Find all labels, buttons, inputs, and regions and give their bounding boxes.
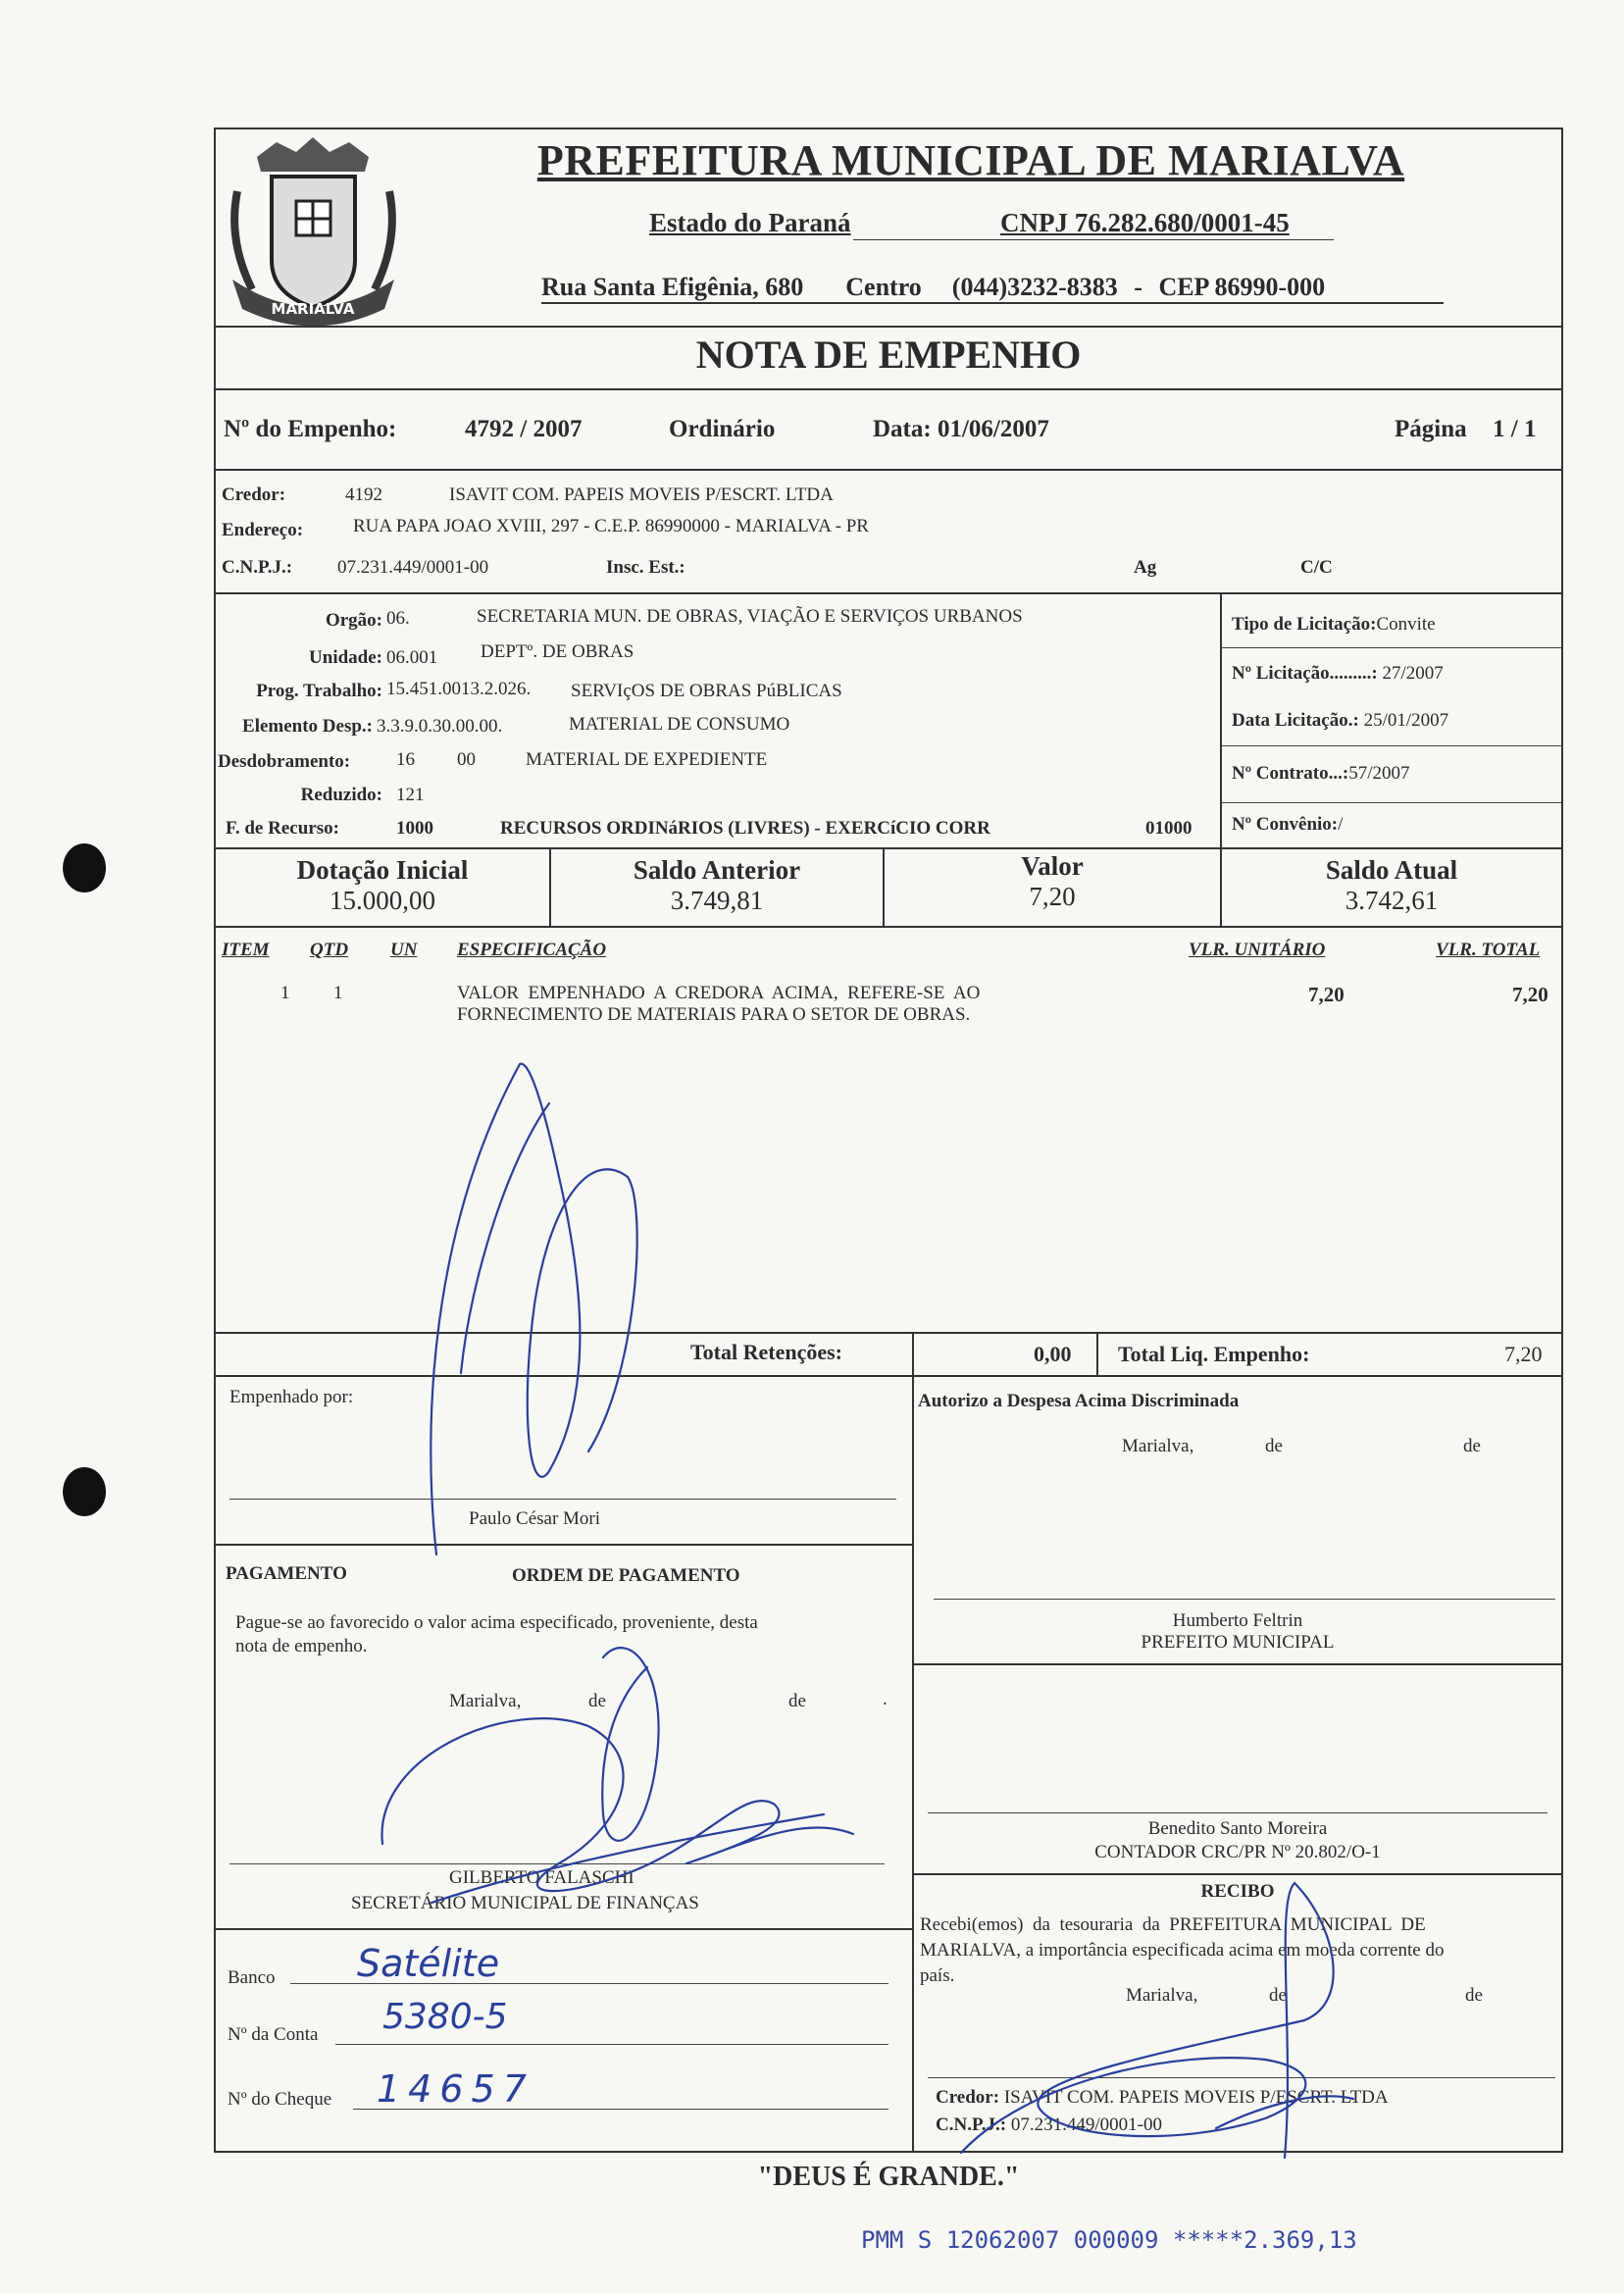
licitacao-convenio: [1232, 814, 1343, 836]
secretario-name: GILBERTO FALASCHI: [449, 1867, 634, 1888]
saldo-anterior: [551, 855, 883, 916]
col-unitario: VLR. UNITÁRIO: [1189, 940, 1326, 960]
orgao-name: SECRETARIA MUN. DE OBRAS, VIAÇÃO E SERVIÇOS URBANOS: [477, 606, 1023, 627]
unidade-name: DEPTº. DE OBRAS: [481, 641, 634, 662]
contrato-value: 57/2007: [1348, 763, 1410, 784]
convenio-value: /: [1338, 814, 1344, 835]
insc-label: Insc. Est.:: [606, 557, 685, 578]
elemento-code: 3.3.9.0.30.00.00.: [377, 716, 503, 737]
page-number: 1 / 1: [1493, 416, 1537, 442]
doc-title: NOTA DE EMPENHO: [695, 332, 1082, 377]
prog-code: 15.451.0013.2.026.: [386, 679, 532, 699]
unidade-code: 06.001: [386, 647, 438, 668]
desdobramento-b: 00: [457, 749, 476, 770]
contador-title: CONTADOR CRC/PR Nº 20.802/O-1: [1094, 1842, 1381, 1862]
col-total: VLR. TOTAL: [1436, 940, 1541, 960]
cheque-label: Nº do Cheque: [228, 2089, 332, 2110]
empenho-label: Nº do Empenho:: [224, 416, 397, 442]
reduzido-value: 121: [396, 785, 425, 805]
liq-label: Total Liq. Empenho:: [1118, 1342, 1310, 1366]
dotacao-label: Dotação Inicial: [296, 855, 469, 885]
elemento-name: MATERIAL DE CONSUMO: [569, 714, 790, 735]
desdobramento-a: 16: [396, 749, 415, 770]
prog-label: Prog. Trabalho:: [256, 681, 382, 701]
retencoes-label: Total Retenções:: [690, 1340, 842, 1364]
liq-value: 7,20: [1504, 1342, 1543, 1366]
ag-label: Ag: [1134, 557, 1157, 578]
municipal-crest: [218, 132, 409, 333]
pagamento-label: PAGAMENTO: [226, 1563, 347, 1584]
recibo-city: Marialva,: [1126, 1985, 1198, 2006]
recibo-cnpj-value: 07.231.449/0001-00: [1010, 2115, 1162, 2135]
punch-hole-top: [63, 843, 106, 892]
data-value: 25/01/2007: [1363, 710, 1449, 731]
recibo-cnpj: [936, 2115, 1162, 2136]
conta-label: Nº da Conta: [228, 2024, 319, 2045]
bank-stamp: PMM S 12062007 000009 *****2.369,13: [861, 2226, 1357, 2254]
conta-value: 5380-5: [382, 1997, 508, 2037]
unidade-label: Unidade:: [309, 647, 382, 668]
page-title: PREFEITURA MUNICIPAL DE MARIALVA: [536, 136, 1405, 184]
pagamento-text-1: Pague-se ao favorecido o valor acima especificado, proveniente, desta: [235, 1612, 758, 1633]
prefeito-title: PREFEITO MUNICIPAL: [1141, 1632, 1335, 1653]
autorizo-de-2: de: [1463, 1436, 1481, 1456]
dotacao-value: 15.000,00: [330, 886, 435, 915]
licitacao-tipo: [1232, 614, 1436, 636]
recibo-de-1: de: [1269, 1985, 1287, 2006]
tipo-value: Convite: [1376, 614, 1436, 635]
pagamento-text-2: nota de empenho.: [235, 1636, 368, 1656]
orgao-code: 06.: [386, 608, 410, 629]
row-item: 1: [280, 983, 290, 1003]
empenho-type: Ordinário: [669, 416, 776, 442]
cheque-value: 14657: [377, 2067, 534, 2111]
recibo-credor-value: ISAVIT COM. PAPEIS MOVEIS P/ESCRT. LTDA: [1003, 2087, 1389, 2108]
row-espec-2: FORNECIMENTO DE MATERIAIS PARA O SETOR DE OBRAS.: [457, 1004, 971, 1025]
numero-label: Nº Licitação.........:: [1232, 663, 1378, 684]
punch-hole-bottom: [63, 1467, 106, 1516]
recurso-extra: 01000: [1145, 818, 1193, 839]
contador-name: Benedito Santo Moreira: [1147, 1818, 1328, 1839]
ordem-label: ORDEM DE PAGAMENTO: [512, 1565, 740, 1586]
district: Centro: [845, 273, 922, 301]
crest-text: MARIALVA: [271, 300, 355, 318]
secretario-title: SECRETÁRIO MUNICIPAL DE FINANÇAS: [351, 1893, 699, 1913]
convenio-label: Nº Convênio:: [1232, 814, 1339, 835]
pagamento-dot: .: [883, 1689, 888, 1709]
recurso-name: RECURSOS ORDINáRIOS (LIVRES) - EXERCíCIO CORR: [500, 818, 990, 839]
pagamento-de-2: de: [788, 1691, 806, 1711]
empenho-number: 4792 / 2007: [465, 416, 583, 442]
orgao-label: Orgão:: [325, 610, 382, 631]
recibo-text-1: Recebi(emos) da tesouraria da PREFEITURA MUNICIPAL DE: [920, 1914, 1426, 1935]
col-qtd: QTD: [310, 940, 349, 960]
banco-value: Satélite: [357, 1942, 500, 1985]
col-item: ITEM: [222, 940, 270, 960]
tipo-label: Tipo de Licitação:: [1232, 614, 1377, 635]
recibo-cnpj-label: C.N.P.J.:: [936, 2115, 1007, 2135]
valor-value: 7,20: [1029, 882, 1076, 911]
pagamento-city: Marialva,: [449, 1691, 522, 1711]
credor-name: ISAVIT COM. PAPEIS MOVEIS P/ESCRT. LTDA: [449, 484, 834, 505]
empenhado-name: Paulo César Mori: [469, 1508, 601, 1529]
recibo-text-2: MARIALVA, a importância especificada acima em moeda corrente do: [920, 1940, 1445, 1961]
data-label: Data Licitação.:: [1232, 710, 1359, 731]
numero-value: 27/2007: [1382, 663, 1444, 684]
recibo-de-2: de: [1465, 1985, 1483, 2006]
cnpj-header: CNPJ 76.282.680/0001-45: [1000, 208, 1290, 237]
licitacao-contrato: [1232, 763, 1409, 785]
row-unitario: 7,20: [1308, 983, 1345, 1006]
header-address: [541, 273, 1444, 304]
cep: CEP 86990-000: [1158, 273, 1326, 301]
licitacao-numero: [1232, 663, 1444, 685]
autorizo-city: Marialva,: [1122, 1436, 1194, 1456]
retencoes-value: 0,00: [1034, 1342, 1072, 1366]
valor-label: Valor: [1021, 851, 1084, 881]
desdobramento-name: MATERIAL DE EXPEDIENTE: [526, 749, 768, 770]
col-especificacao: ESPECIFICAÇÃO: [457, 940, 607, 960]
atual-label: Saldo Atual: [1325, 855, 1458, 885]
row-qtd: 1: [333, 983, 343, 1003]
phone: (044)3232-8383: [951, 273, 1118, 301]
atual-value: 3.742,61: [1345, 886, 1439, 915]
anterior-label: Saldo Anterior: [633, 855, 801, 885]
saldo-valor: [885, 851, 1220, 912]
saldo-atual: [1222, 855, 1561, 916]
autorizo-de-1: de: [1265, 1436, 1283, 1456]
reduzido-label: Reduzido:: [300, 785, 382, 805]
credor-code: 4192: [345, 484, 382, 505]
autorizo-label: Autorizo a Despesa Acima Discriminada: [918, 1391, 1240, 1411]
col-un: UN: [390, 940, 418, 960]
banco-label: Banco: [228, 1967, 276, 1988]
recibo-credor-label: Credor:: [936, 2087, 1000, 2108]
pagamento-de-1: de: [588, 1691, 606, 1711]
cnpj-label: C.N.P.J.:: [222, 557, 293, 578]
empenhado-label: Empenhado por:: [229, 1387, 354, 1407]
page-label: Página: [1395, 416, 1467, 442]
credor-label: Credor:: [222, 484, 286, 505]
prefeito-name: Humberto Feltrin: [1172, 1610, 1303, 1631]
contrato-label: Nº Contrato...:: [1232, 763, 1349, 784]
street: Rua Santa Efigênia, 680: [541, 273, 804, 301]
recibo-credor: [936, 2087, 1389, 2109]
endereco-label: Endereço:: [222, 520, 304, 540]
endereco-value: RUA PAPA JOAO XVIII, 297 - C.E.P. 86990000 - MARIALVA - PR: [353, 516, 869, 536]
cc-label: C/C: [1300, 557, 1333, 578]
row-espec-1: VALOR EMPENHADO A CREDORA ACIMA, REFERE-SE AO: [457, 983, 981, 1003]
elemento-label: Elemento Desp.:: [242, 716, 373, 737]
empenho-date: Data: 01/06/2007: [873, 416, 1049, 442]
prog-name: SERVIçOS DE OBRAS PúBLICAS: [571, 681, 842, 701]
dash: -: [1134, 273, 1142, 301]
licitacao-data: [1232, 710, 1448, 732]
state-name: Estado do Paraná: [649, 208, 851, 237]
cnpj-value: 07.231.449/0001-00: [337, 557, 489, 578]
saldo-dotacao: [216, 855, 549, 916]
recibo-title: RECIBO: [1200, 1881, 1275, 1902]
recibo-text-3: país.: [920, 1965, 955, 1986]
row-total: 7,20: [1512, 983, 1548, 1006]
desdobramento-label: Desdobramento:: [218, 751, 351, 772]
recurso-code: 1000: [396, 818, 433, 839]
motto: "DEUS É GRANDE.": [757, 2162, 1020, 2192]
anterior-value: 3.749,81: [670, 886, 764, 915]
recurso-label: F. de Recurso:: [226, 818, 339, 839]
table-row: [216, 981, 1559, 1040]
